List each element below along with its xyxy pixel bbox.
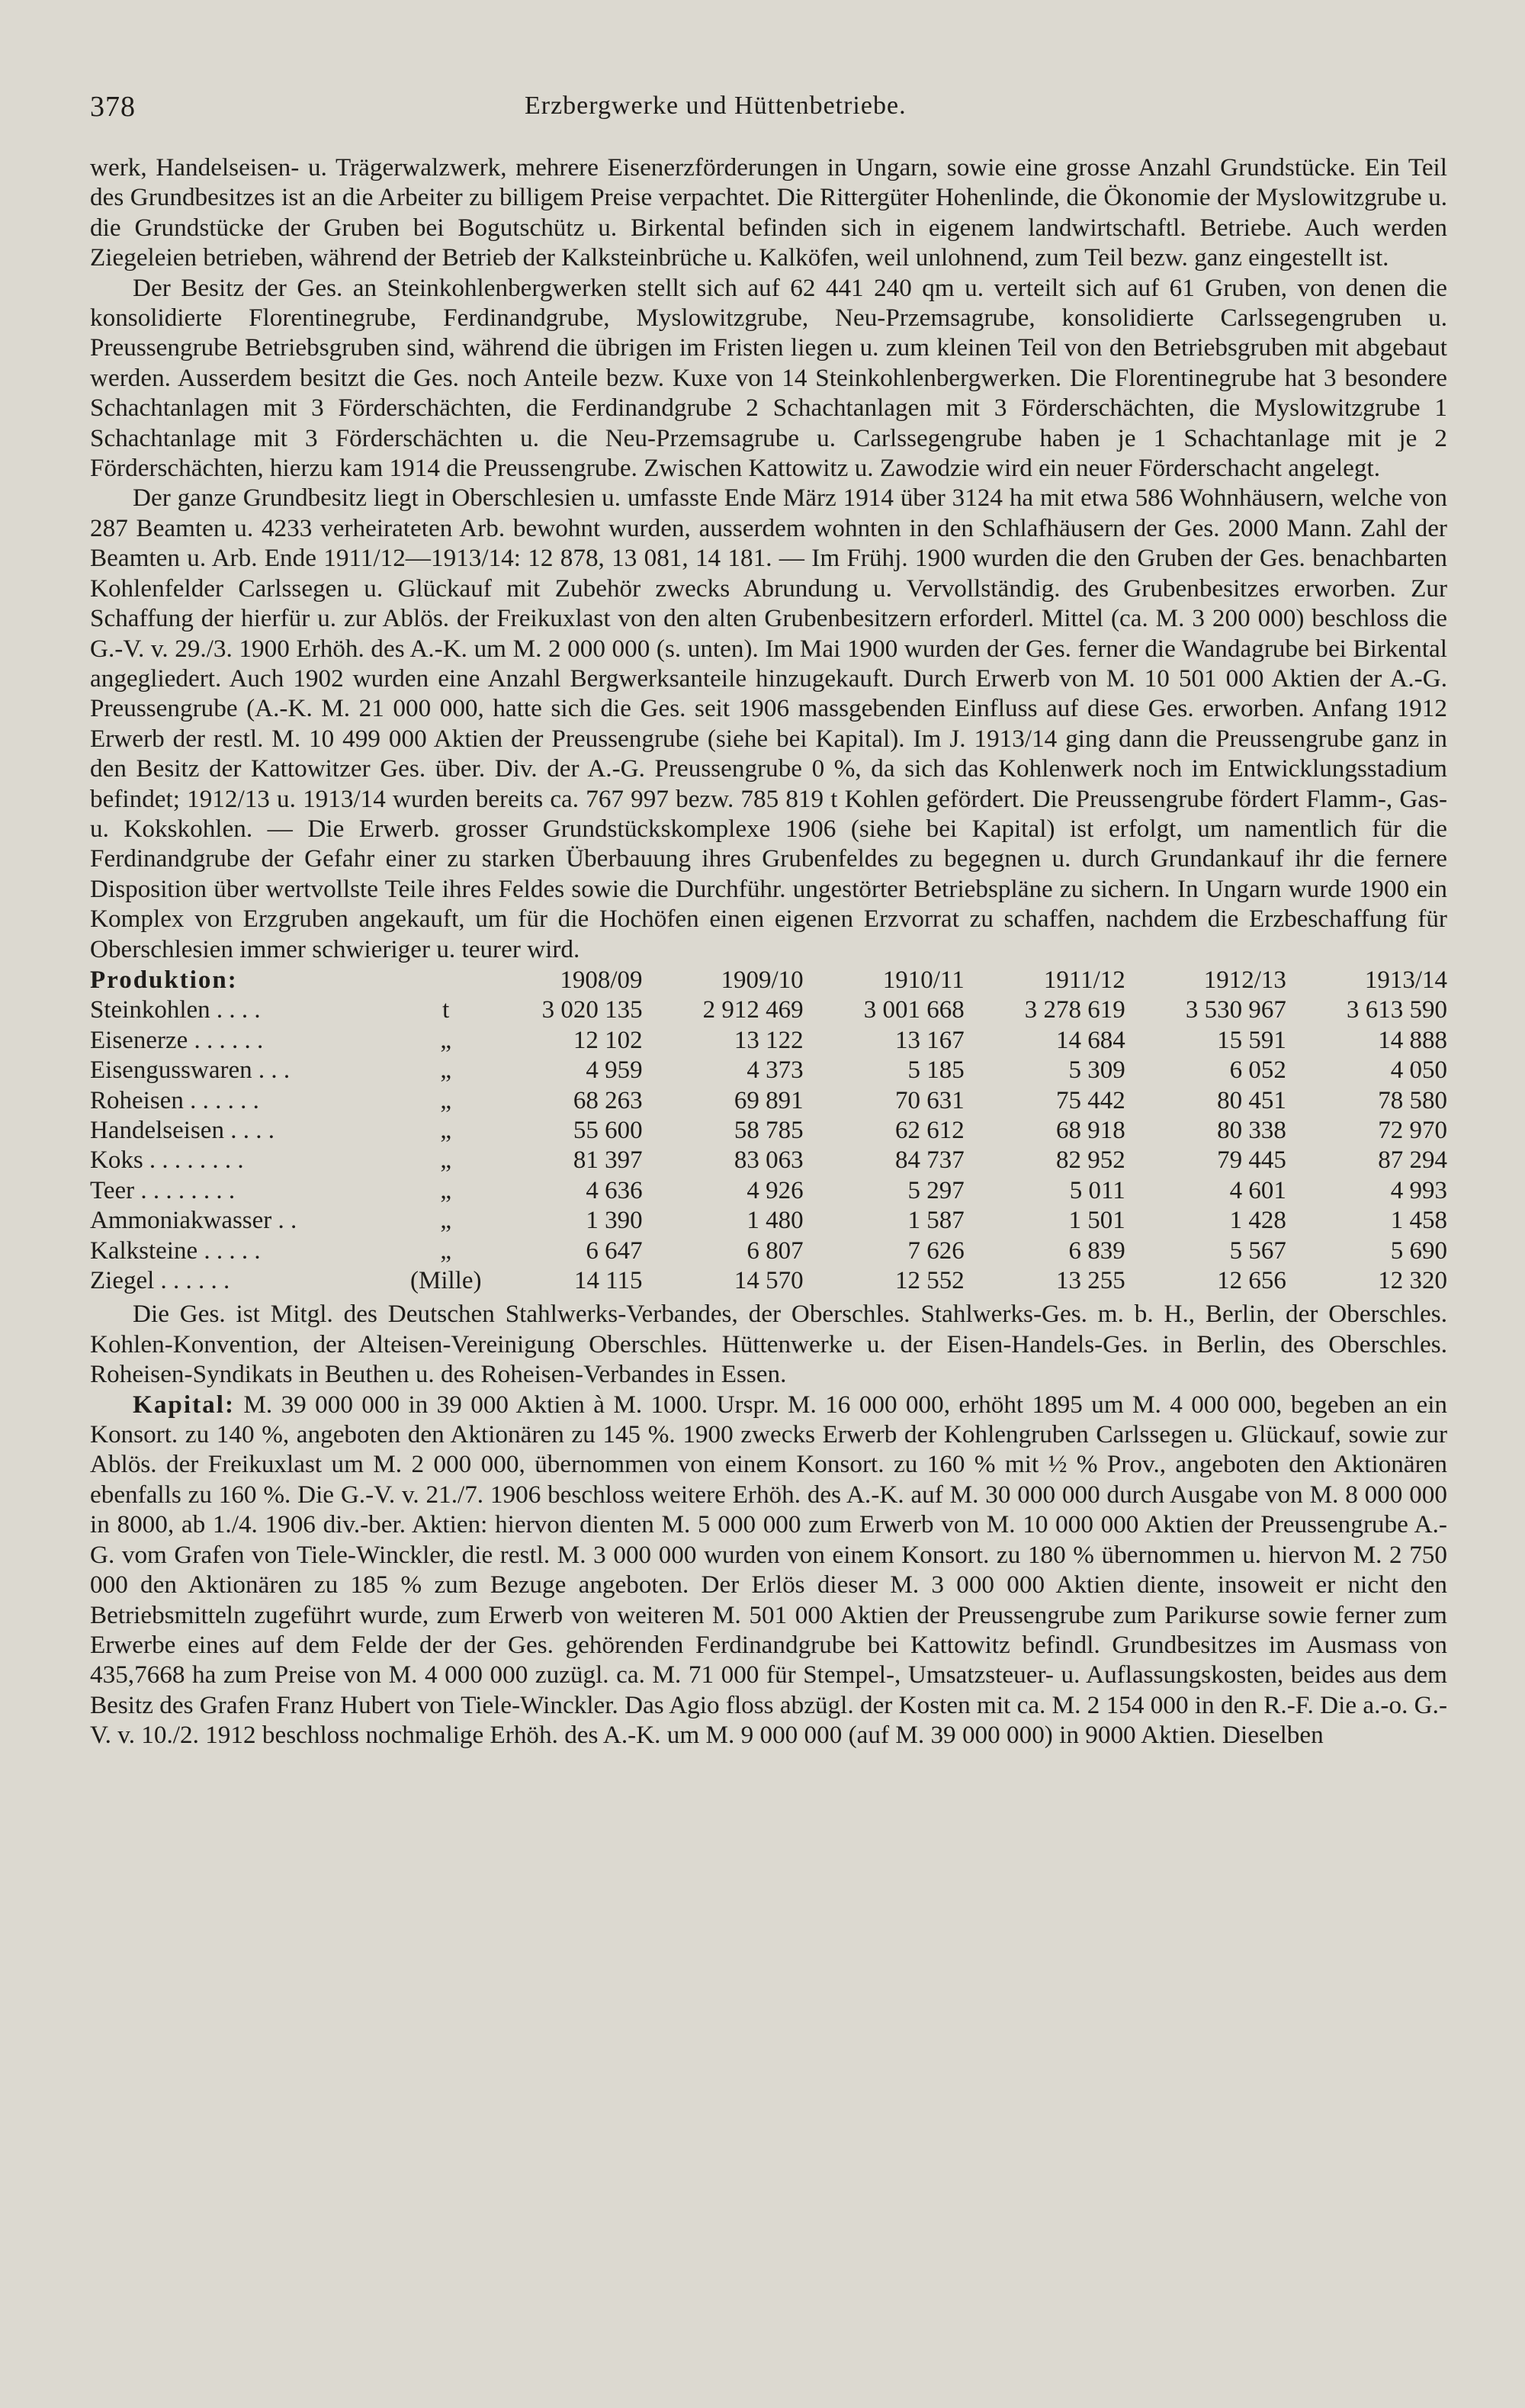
paragraph-land-ownership: Der ganze Grundbesitz liegt in Oberschlesien u. umfasste Ende März 1914 über 3124 ha mit etwa 586 Wohnhäusern, welche von 287 Beamten u. 4233 verheirateten Arb. bewohnt wurden, ausserdem wohnten in den Schlafhäusern der Ges. 2000 Mann. Zahl der Beamten u. Arb. Ende 1911/12—1913/14: 12 878, 13 081, 14 181. — Im Frühj. 1900 wurden die den Gruben der Ges. benachbarten Kohlenfelder Carlssegen u. Glückauf mit Zubehör zwecks Abrundung u. Vervollständig. des Grubenbesitzes erworben. Zur Schaffung der hierfür u. zur Ablös. der Freikuxlast von den alten Grubenbesitzern erforderl. Mittel (ca. M. 3 200 000) beschloss die G.-V. v. 29./3. 1900 Erhöh. des A.-K. um M. 2 000 000 (s. unten). Im Mai 1900 wurden der Ges. ferner die Wandagrube bei Birkental angegliedert. Auch 1902 wurden eine Anzahl Bergwerksanteile hinzugekauft. Durch Erwerb von M. 10 501 000 Aktien der A.-G. Preussengrube (A.-K. M. 21 000 000, hatte sich die Ges. seit 1906 massgebenden Einfluss auf diese Ges. erworben. Anfang 1912 Erwerb der restl. M. 10 499 000 Aktien der Preussengrube (siehe bei Kapital). Im J. 1913/14 ging dann die Preussengrube ganz in den Besitz der Kattowitzer Ges. über. Div. der A.-G. Preussengrube 0 %, da sich das Kohlenwerk noch im Entwicklungsstadium befindet; 1912/13 u. 1913/14 wurden bereits ca. 767 997 bezw. 785 819 t Kohlen gefördert. Die Preussengrube fördert Flamm-, Gas- u. Kokskohlen. — Die Erwerb. grosser Grundstückskomplexe 1906 (siehe bei Kapital) ist erfolgt, um namentlich für die Ferdinandgrube der Gefahr einer zu starken Überbauung ihres Grubenfeldes zu begegnen u. durch Grundankauf ihr die fernere Disposition über wertvollste Teile ihres Feldes sowie die Durchführ. ungestörter Betriebspläne zu sichern. In Ungarn wurde 1900 ein Komplex von Erzgruben angekauft, um für die Hochöfen einen eigenen Erzvorrat zu schaffen, nachdem die Erzbeschaffung für Oberschlesien immer schwieriger u. teurer wird. — [90, 484, 1447, 963]
production-value: 1 501 — [1068, 1207, 1125, 1235]
paragraph-holdings: werk, Handelseisen- u. Trägerwalzwerk, mehrere Eisenerzförderungen in Ungarn, sowie eine grosse Anzahl Grundstücke. Ein Teil des Grundbesitzes ist an die Arbeiter zu billigem Preise verpachtet. Die Rittergüter Hohenlinde, die Ökonomie der Myslowitzgrube u. die Grundstücke der Gruben bei Bogutschütz u. Birkental befinden sich in eigenem landwirtschaftl. Betriebe. Auch werden Ziegeleien betrieben, während der Betrieb der Kalksteinbrüche u. Kalköfen, weil unlohnend, zum Teil bezw. ganz eingestellt ist. — [90, 153, 1447, 272]
product-unit: (Mille) — [410, 1267, 482, 1295]
production-value: 14 115 — [574, 1267, 643, 1295]
product-unit: „ — [440, 1117, 452, 1144]
kapital-label: Kapital: — [133, 1390, 236, 1419]
production-value: 69 891 — [734, 1086, 804, 1114]
production-value: 3 020 135 — [541, 996, 643, 1024]
product-unit: „ — [440, 1146, 452, 1175]
production-value: 4 373 — [746, 1056, 804, 1085]
production-value: 68 263 — [573, 1086, 643, 1114]
production-value: 1 390 — [586, 1207, 643, 1235]
product-unit: „ — [440, 1086, 452, 1114]
production-value: 4 636 — [586, 1176, 643, 1204]
product-unit: „ — [440, 1026, 452, 1054]
production-value: 1 458 — [1390, 1207, 1447, 1235]
product-name: Roheisen . . . . . . — [90, 1086, 259, 1114]
product-unit: „ — [440, 1207, 452, 1235]
production-value: 3 001 668 — [863, 996, 965, 1024]
product-unit: t — [442, 996, 450, 1024]
production-value: 4 050 — [1390, 1056, 1447, 1085]
production-value: 70 631 — [894, 1086, 965, 1114]
production-row — [90, 1086, 1447, 1116]
production-value: 12 552 — [894, 1267, 965, 1295]
production-value: 82 952 — [1056, 1146, 1125, 1175]
product-name: Eisengusswaren . . . — [90, 1056, 291, 1085]
production-value: 13 167 — [894, 1026, 965, 1054]
production-value: 7 626 — [907, 1236, 965, 1265]
production-value: 5 185 — [907, 1056, 965, 1085]
production-row — [90, 1146, 1447, 1175]
production-value: 5 690 — [1390, 1236, 1447, 1265]
production-value: 81 397 — [573, 1146, 643, 1175]
product-name: Steinkohlen . . . . — [90, 996, 261, 1024]
production-row — [90, 1056, 1447, 1085]
production-value: 12 320 — [1378, 1267, 1447, 1295]
production-value: 14 888 — [1378, 1026, 1447, 1054]
product-name: Eisenerze . . . . . . — [90, 1026, 264, 1054]
production-value: 5 011 — [1069, 1176, 1125, 1204]
production-value: 4 601 — [1229, 1176, 1286, 1204]
page-header — [90, 90, 1447, 136]
production-row — [90, 1026, 1447, 1056]
production-value: 3 613 590 — [1347, 996, 1447, 1024]
production-value: 62 612 — [894, 1117, 965, 1144]
production-row — [90, 1116, 1447, 1146]
product-name: Teer . . . . . . . . — [90, 1176, 236, 1204]
production-value: 80 338 — [1217, 1117, 1286, 1144]
production-label-cell — [90, 966, 410, 995]
production-table — [90, 966, 1447, 1296]
production-value: 1 428 — [1229, 1207, 1286, 1235]
production-value: 1 480 — [746, 1207, 804, 1235]
production-value: 13 122 — [734, 1026, 804, 1054]
production-row — [90, 1206, 1447, 1236]
year-header: 1913/14 — [1364, 966, 1447, 994]
page-number: 378 — [90, 91, 136, 123]
production-value: 1 587 — [907, 1207, 965, 1235]
production-value: 3 278 619 — [1024, 996, 1125, 1024]
production-value: 5 567 — [1229, 1236, 1286, 1265]
production-value: 3 530 967 — [1185, 996, 1286, 1024]
kapital-text: M. 39 000 000 in 39 000 Aktien à M. 1000. Urspr. M. 16 000 000, erhöht 1895 um M. 4 000 000, begeben an ein Konsort. zu 140 %, angeboten den Aktionären zu 145 %. 1900 zwecks Erwerb der Kohlengruben Carlssegen u. Glückauf, sowie zur Ablös. der Freikuxlast um M. 2 000 000, übernommen von einem Konsort. zu 160 % mit ½ % Prov., angeboten den Aktionären ebenfalls zu 160 %. Die G.-V. v. 21./7. 1906 beschloss weitere Erhöh. des A.-K. auf M. 30 000 000 durch Ausgabe von M. 8 000 000 in 8000, ab 1./4. 1906 div.-ber. Aktien: hiervon dienten M. 5 000 000 zum Erwerb von M. 10 000 000 Aktien der Preussengrube A.-G. vom Grafen von Tiele-Winckler, die restl. M. 3 000 000 wurden von einem Konsort. zu 180 % übernommen u. hiervon M. 2 750 000 den Aktionären zu 185 % zum Bezuge angeboten. Der Erlös dieser M. 3 000 000 Aktien diente, insoweit er nicht den Betriebsmitteln zugeführt wurde, zum Erwerb von weiteren M. 501 000 Aktien der Preussengrube zum Parikurse sowie ferner zum Erwerbe eines auf dem Felde der der Ges. gehörenden Ferdinandgrube bei Kattowitz befindl. Grundbesitzes im Ausmass von 435,7668 ha zum Preise von M. 4 000 000 zuzügl. ca. M. 71 000 für Stempel-, Umsatzsteuer- u. Auflassungskosten, beides aus dem Besitz des Grafen Franz Hubert von Tiele-Winckler. Das Agio floss abzügl. der Kosten mit ca. M. 2 154 000 in den R.-F. Die a.-o. G.-V. v. 10./2. 1912 beschloss nochmalige Erhöh. des A.-K. um M. 9 000 000 (auf M. 39 000 000) in 9000 Aktien. Dieselben — [90, 1390, 1448, 1750]
running-title: Erzbergwerke und Hüttenbetriebe. — [525, 92, 907, 120]
production-value: 4 993 — [1390, 1176, 1447, 1204]
production-value: 13 255 — [1056, 1267, 1125, 1295]
paragraph-coal-mines: Der Besitz der Ges. an Steinkohlenbergwerken stellt sich auf 62 441 240 qm u. verteilt sich auf 61 Gruben, von denen die konsolidierte Florentinegrube, Ferdinandgrube, Myslowitzgrube, Neu-Przemsagrube, konsolidierte Carlssegengruben u. Preussengrube Betriebsgruben sind, während die übrigen im Fristen liegen u. zum kleinen Teil von den Betriebsgruben mit abgebaut werden. Ausserdem besitzt die Ges. noch Anteile bezw. Kuxe von 14 Steinkohlenbergwerken. Die Florentinegrube hat 3 besondere Schachtanlagen mit 3 Förderschächten, die Ferdinandgrube 2 Schachtanlagen mit 3 Förderschächten, die Myslowitzgrube 1 Schachtanlage mit 3 Förderschächten u. die Neu-Przemsagrube u. Carlssegengrube haben je 1 Schachtanlage mit je 2 Förderschächten, hierzu kam 1914 die Preussengrube. Zwischen Kattowitz u. Zawodzie wird ein neuer Förderschacht angelegt. — [90, 273, 1447, 483]
production-row — [90, 1266, 1447, 1296]
product-name: Handelseisen . . . . — [90, 1117, 274, 1144]
production-row — [90, 1236, 1447, 1266]
paragraph-kapital — [90, 1390, 1447, 1751]
production-value: 87 294 — [1378, 1146, 1447, 1175]
production-value: 5 297 — [907, 1176, 965, 1204]
product-name: Koks . . . . . . . . — [90, 1146, 244, 1175]
production-value: 12 656 — [1217, 1267, 1286, 1295]
year-header: 1908/09 — [560, 966, 643, 994]
production-value: 12 102 — [573, 1026, 643, 1054]
production-value: 55 600 — [573, 1117, 643, 1144]
paragraph-membership: Die Ges. ist Mitgl. des Deutschen Stahlwerks-Verbandes, der Oberschles. Stahlwerks-Ges. m. b. H., Berlin, der Oberschles. Kohlen-Konvention, der Alteisen-Vereinigung Oberschles. Hüttenwerke u. der Eisen-Handels-Ges. in Berlin, des Oberschles. Roheisen-Syndikats in Beuthen u. des Roheisen-Verbandes in Essen. — [90, 1300, 1447, 1389]
production-value: 79 445 — [1217, 1146, 1286, 1175]
product-name: Kalksteine . . . . . — [90, 1236, 261, 1265]
production-value: 15 591 — [1217, 1026, 1286, 1054]
production-value: 72 970 — [1378, 1117, 1447, 1144]
product-name: Ammoniakwasser . . — [90, 1207, 297, 1235]
page-body — [90, 153, 1447, 1751]
year-header: 1912/13 — [1203, 966, 1286, 994]
year-header: 1910/11 — [882, 966, 965, 994]
year-header: 1909/10 — [721, 966, 804, 994]
production-value: 5 309 — [1068, 1056, 1125, 1085]
product-unit: „ — [440, 1176, 452, 1204]
production-value: 78 580 — [1378, 1086, 1447, 1114]
production-value: 4 959 — [586, 1056, 643, 1085]
production-value: 6 807 — [746, 1236, 804, 1265]
production-value: 75 442 — [1056, 1086, 1125, 1114]
production-value: 6 647 — [586, 1236, 643, 1265]
year-header: 1911/12 — [1043, 966, 1125, 994]
production-value: 68 918 — [1056, 1117, 1125, 1144]
production-value: 58 785 — [734, 1117, 804, 1144]
production-value: 84 737 — [894, 1146, 965, 1175]
production-value: 4 926 — [746, 1176, 804, 1204]
product-unit: „ — [440, 1236, 452, 1265]
production-value: 2 912 469 — [702, 996, 804, 1024]
production-header-row — [90, 966, 1447, 995]
production-value: 14 684 — [1056, 1026, 1125, 1054]
production-row — [90, 995, 1447, 1025]
production-value: 14 570 — [734, 1267, 804, 1295]
production-value: 83 063 — [734, 1146, 804, 1175]
production-label: Produktion: — [90, 966, 238, 994]
production-value: 80 451 — [1217, 1086, 1286, 1114]
product-unit: „ — [440, 1056, 452, 1085]
production-row — [90, 1176, 1447, 1206]
product-name: Ziegel . . . . . . — [90, 1267, 230, 1295]
production-value: 6 052 — [1229, 1056, 1286, 1085]
production-rows — [90, 995, 1447, 1296]
production-value: 6 839 — [1068, 1236, 1125, 1265]
